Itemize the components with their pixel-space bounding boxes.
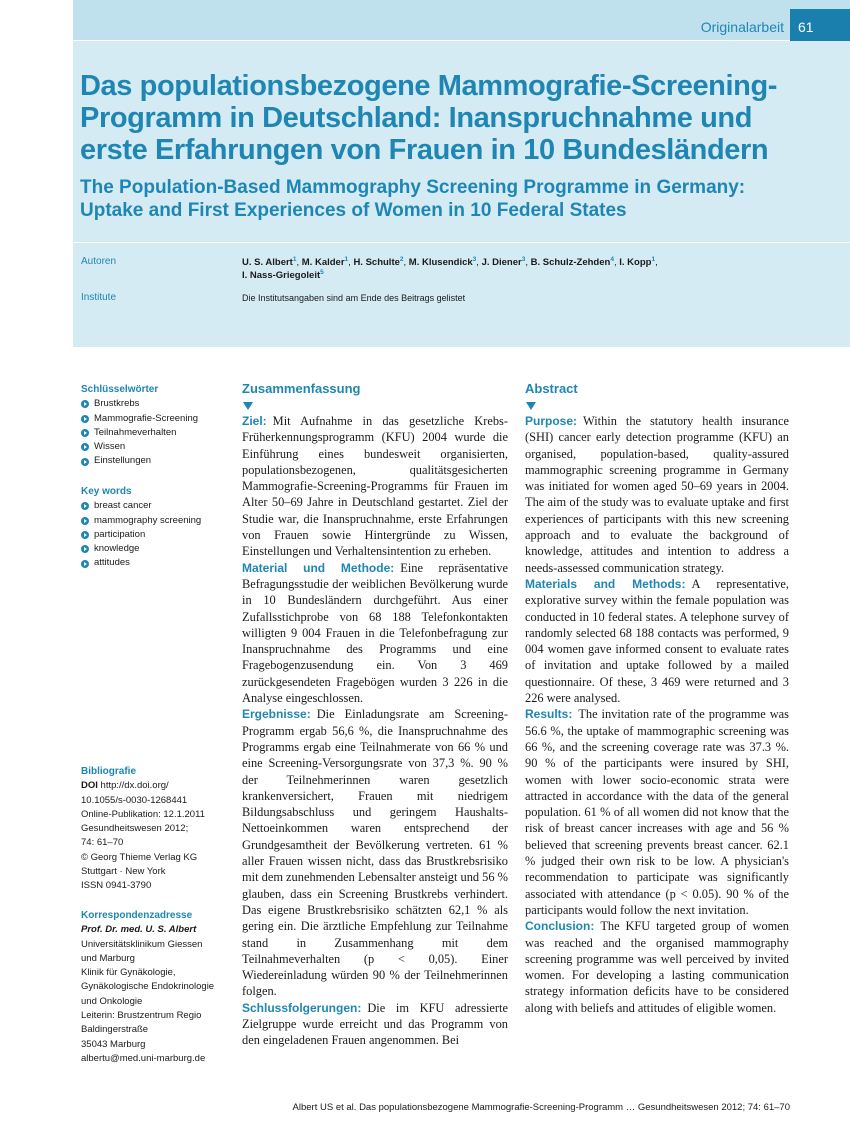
keyword-de-item: Einstellungen	[81, 454, 231, 468]
bullet-icon	[81, 545, 89, 553]
bullet-icon	[81, 443, 89, 451]
conclusion-paragraph: Conclusion: The KFU targeted group of women was reached and the organised mammography screening programme was well perceived by invited women. For developing a lasting communication strategy information deficits have to be considered along with beliefs and attitudes of eligible women.	[525, 919, 789, 1015]
title-english: The Population-Based Mammography Screening Programme in Germany: Uptake and First Experiences of Women in 10 Federal States	[80, 177, 746, 221]
bullet-icon	[81, 502, 89, 510]
bib-doi-id: 10.1055/s-0030-1268441	[81, 794, 188, 806]
keywords-en-block	[81, 485, 231, 571]
corr-line: Universitätsklinikum Giessen	[81, 938, 203, 950]
purpose-paragraph: Purpose: Within the statutory health insurance (SHI) cancer early detection programme (KFU) an organised, population-based, quality-assured mammographic screening programme in Germany was initiated for women aged 50–69 years in 2004. The aim of the study was to evaluate uptake and first experiences of participants with this new screening approach and to evaluate the background of knowledge, attitudes and intention to address a needs-assessed communication strategy.	[525, 414, 789, 575]
authors-label: Autoren	[81, 256, 117, 267]
author-2: M. Kalder$^1$	[301, 255, 349, 268]
ergebnisse-paragraph: Ergebnisse: Die Einladungsrate am Screening-Programm ergab 56,6 %, die Inanspruchnahme des Programms ergab eine Teilnahmerate von 66 % und eine Screening-Versorgungsrate von 37,3 %. 90 % der Teilnehmerinnen waren gesetzlich krankenversichert, Frauen mit niedrigem Bildungsabschluss und geringem Haushalts-Nettoeinkommen waren entsprechend der Grundgesamtheit der Bevölkerung vertreten. 61 % aller Frauen wissen nicht, dass das Brustkrebsrisiko mit dem zunehmenden Lebensalter ansteigt und 56 % glauben, dass ein Screening Brustkrebs verhindert. Das eigene Brustkrebsrisiko schätzten 62,1 % als gering ein. Die ärztliche Empfehlung zur Teilnahme stand in Zusammenhang mit dem Teilnahmeverhalten (p < 0,05). Einer Wiedereinladung würden 90 % der Teilnehmerinnen folgen.	[242, 707, 508, 999]
keyword-en-item: mammography screening	[81, 514, 231, 528]
abstract-heading: Abstract	[525, 381, 578, 396]
bib-city: Stuttgart · New York	[81, 866, 166, 878]
author-8: I. Nass-Griegoleit$^5$	[242, 268, 324, 281]
bullet-icon	[81, 560, 89, 568]
bullet-icon	[81, 429, 89, 437]
bullet-icon	[81, 400, 89, 408]
keyword-de-item: Brustkrebs	[81, 397, 231, 411]
correspondence-block	[81, 909, 231, 1066]
bib-pages: 74: 61–70	[81, 837, 124, 849]
correspondence-heading: Korrespondenzadresse	[81, 910, 193, 921]
corr-email-link[interactable]: albertu@med.uni-marburg.de	[81, 1052, 206, 1064]
zusammenfassung-column	[242, 381, 508, 1049]
institutes-note: Die Institutsangaben sind am Ende des Beitrags gelistet	[242, 293, 466, 303]
methode-paragraph: Material und Methode: Eine repräsentative Befragungsstudie der weiblichen Bevölkerung wurde in 10 Bundesländern durchgeführt. Aus einer Zufallsstichprobe von 68 188 Telefonkontakten willigten 9 004 Frauen in die Telefonbefragung zur Inanspruchnahme des Programms und eine Fragebogenzusendung ein. Von 3 469 zurückgesendeten Fragebögen wurden 3 226 in die Analyse eingeschlossen.	[242, 560, 508, 706]
corr-line: und Marburg	[81, 952, 135, 964]
keyword-en-item: breast cancer	[81, 499, 231, 513]
author-1: U. S. Albert$^1$	[242, 255, 297, 268]
author-7: I. Kopp$^1$	[619, 255, 656, 268]
author-6: B. Schulz-Zehden$^4$	[530, 255, 614, 268]
title-german: Das populationsbezogene Mammografie-Screening-Programm in Deutschland: Inanspruchnahme und erste Erfahrungen von Frauen in 10 Bundesländern	[80, 70, 778, 166]
footer-citation: Albert US et al. Das populationsbezogene Mammografie-Screening-Programm … Gesundheitswesen 2012; 74: 61–70	[292, 1102, 790, 1113]
corr-name: Prof. Dr. med. U. S. Albert	[81, 924, 197, 936]
institutes-label: Institute	[81, 292, 117, 303]
abstract-column	[525, 381, 789, 1016]
bibliography-block	[81, 765, 231, 894]
keyword-en-item: participation	[81, 528, 231, 542]
doi-link[interactable]: http://dx.doi.org/	[100, 780, 169, 792]
bib-issn: ISSN 0941-3790	[81, 880, 152, 892]
keyword-de-item: Teilnahmeverhalten	[81, 426, 231, 440]
corr-line: Leiterin: Brustzentrum Regio	[81, 1010, 202, 1022]
corr-line: Baldingerstraße	[81, 1024, 149, 1036]
author-3: H. Schulte$^2$	[353, 255, 404, 268]
keyword-en-item: knowledge	[81, 542, 231, 556]
bullet-icon	[81, 415, 89, 423]
corr-line: Gynäkologische Endokrinologie	[81, 981, 215, 993]
bullet-icon	[81, 531, 89, 539]
author-4: M. Klusendick$^3$	[408, 255, 477, 268]
corr-line: Klinik für Gynäkologie,	[81, 967, 176, 979]
corr-line: und Onkologie	[81, 995, 143, 1007]
corr-line: 35043 Marburg	[81, 1038, 146, 1050]
bib-online-date: Online-Publikation: 12.1.2011	[81, 808, 205, 820]
bibliography-heading: Bibliografie	[81, 766, 137, 777]
header-divider	[73, 242, 850, 243]
bib-journal: Gesundheitswesen 2012;	[81, 823, 189, 835]
author-5: J. Diener$^3$	[481, 255, 526, 268]
triangle-down-icon	[243, 402, 253, 410]
section-label: Originalarbeit	[700, 19, 784, 35]
ziel-paragraph: Ziel: Mit Aufnahme in das gesetzliche Krebs-Früherkennungsprogramm (KFU) 2004 wurde die Einführung eines bundesweit organisierten, populationsbezogenen, qualitätsgesicherten Mammografie-Screening-Programms für Frauen im Alter 50–69 Jahre in Deutschland gestartet. Ziel der Studie war, die Inanspruchnahme, erste Erfahrungen von Frauen sowie Hintergründe zu Wissen, Einstellungen und Verhaltensintention zu erheben.	[242, 414, 508, 559]
authors-list: U. S. Albert$^1$, M. Kalder$^1$, H. Schulte$^2$, M. Klusendick$^3$, J. Diener$^3$, B. Schulz-Zehden$^4$, I. Kopp$^1$, I. Nass-Griegoleit$^5$	[242, 255, 658, 281]
page-number: 61	[790, 9, 850, 41]
triangle-down-icon	[526, 402, 536, 410]
schluss-paragraph: Schlussfolgerungen: Die im KFU adressierte Zielgruppe wurde erreicht und das Programm von den eingeladenen Frauen angenommen. Bei	[242, 1000, 508, 1048]
keywords-de-block	[81, 383, 231, 469]
results-paragraph: Results: The invitation rate of the programme was 56.6 %, the uptake of mammographic screening was 66 %, and the screening coverage rate was 37.3 %. 90 % of the participants were insured by SHI, women with lower socio-economic strata were attracted in accordance with the data of the general population. 61 % of all women did not know that the risk of breast cancer increases with age and 56 % believed that screening prevents breast cancer. 62.1 % judged their own risk to be low. A physician's recommendation to participate was significantly associated with attendance (p < 0.05). 90 % of the participants would follow the next invitation.	[525, 707, 789, 917]
keywords-en-heading: Key words	[81, 486, 132, 497]
bib-copyright: © Georg Thieme Verlag KG	[81, 851, 198, 863]
keywords-de-heading: Schlüsselwörter	[81, 384, 159, 395]
bullet-icon	[81, 458, 89, 466]
keyword-de-item: Mammografie-Screening	[81, 412, 231, 426]
bib-doi-line: DOI http://dx.doi.org/	[81, 780, 169, 792]
zusammenfassung-heading: Zusammenfassung	[242, 381, 361, 396]
bullet-icon	[81, 517, 89, 525]
keyword-de-item: Wissen	[81, 440, 231, 454]
methods-paragraph: Materials and Methods: A representative, explorative survey within the female population was conducted in 10 federal states. A telephone survey of randomly selected 68 188 contacts was performed, 9 004 women gave informed consent to evaluate rates of invitation and uptake followed by a mailed questionnaire. Of these, 3 469 were returned and 3 226 were analysed.	[525, 576, 789, 706]
keyword-en-item: attitudes	[81, 556, 231, 570]
